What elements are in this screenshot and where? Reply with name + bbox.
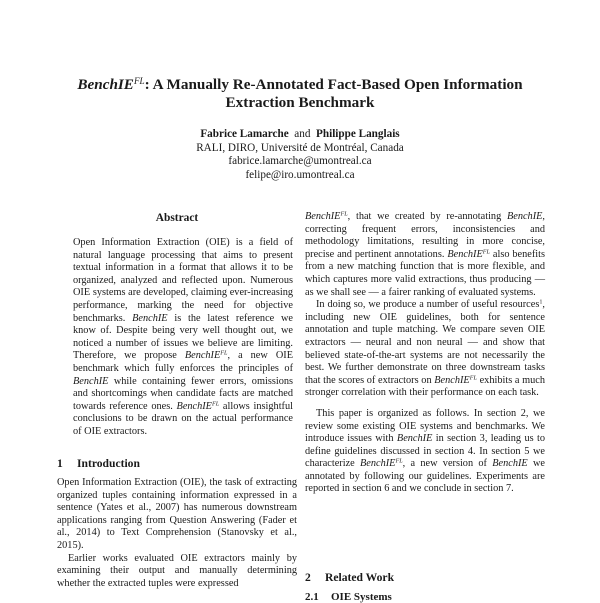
superscript: FL: [469, 374, 477, 382]
body-text: also benefits from a new matching function that is more flexible, and which captures more valid extractions, thus producing — as we shall see — a fairer ranking of evaluated systems.: [305, 248, 545, 298]
abstract-text: , a new OIE benchmark which fully enforces the principles of: [73, 350, 293, 374]
author-1: Fabrice Lamarche: [200, 128, 289, 140]
right-paragraph-2: [305, 299, 545, 400]
benchie-fl-ref: BenchIE: [176, 400, 212, 412]
title-superscript: FL: [133, 75, 145, 86]
benchie-fl-ref: BenchIE: [305, 211, 341, 222]
email-1: fabrice.lamarche@umontreal.ca: [228, 155, 372, 167]
paper-title: [60, 76, 540, 112]
abstract-text: while containing fewer errors, omissions and shortcomings when candidate facts are matched towards reference ones.: [73, 375, 293, 412]
author-2: Philippe Langlais: [316, 128, 400, 140]
author-block: [60, 128, 540, 182]
right-paragraph-1: [305, 211, 545, 299]
abstract-heading: Abstract: [155, 212, 199, 224]
benchie-ref: BenchIE: [73, 375, 109, 387]
body-text: we annotated by following our guidelines. Experiments are reported in section 6 and we conclude in section 7.: [305, 458, 545, 495]
right-paragraph-3: [305, 408, 545, 496]
superscript: FL: [395, 457, 403, 465]
subsection-2-1-heading: [305, 591, 392, 603]
section-title: Introduction: [77, 457, 140, 470]
author-names: [60, 128, 540, 142]
superscript: FL: [220, 349, 228, 357]
section-1-body: [57, 477, 297, 590]
benchie-fl-ref: BenchIE: [447, 248, 483, 260]
benchie-ref: BenchIE: [396, 433, 433, 445]
superscript: FL: [482, 248, 490, 256]
section-number: 2: [305, 571, 311, 584]
benchie-ref: BenchIE: [506, 211, 543, 222]
subsection-title: OIE Systems: [331, 591, 392, 603]
body-text: in section 3, leading us to define guidelines discussed in section 4. In section 5 we characterize: [305, 433, 545, 470]
author-conjunction: and: [294, 128, 311, 140]
abstract-text: Open Information Extraction (OIE) is a field of natural language processing that aims to present textual information in a format that allows it to be organized, analyzed and reflected upon. Numerous OIE systems are developed, claiming ever-increasing performance, marking the need for objective benchmarks.: [73, 237, 293, 324]
right-column-body: [305, 211, 545, 496]
section-2-heading: [305, 571, 394, 584]
title-line-2: Extraction Benchmark: [225, 94, 375, 111]
affiliation: RALI, DIRO, Université de Montréal, Canada: [196, 141, 404, 154]
superscript: FL: [211, 400, 220, 408]
body-text: , a new version of: [402, 458, 493, 470]
body-text: , that we created by re-annotating: [347, 211, 507, 222]
benchie-fl-ref: BenchIE: [184, 350, 221, 362]
email-2: felipe@iro.umontreal.ca: [245, 168, 355, 181]
subsection-number: 2.1: [305, 591, 319, 603]
title-rest: : A Manually Re-Annotated Fact-Based Open Information: [144, 76, 523, 93]
benchie-fl-ref: BenchIE: [360, 458, 396, 470]
abstract-text: allows insightful conclusions to be drawn on the actual performance of OIE extractors.: [73, 400, 293, 437]
abstract-body: [73, 237, 293, 439]
body-text: This paper is organized as follows. In section 2, we review some existing OIE systems and benchmarks. We introduce issues with: [305, 407, 545, 445]
section-number: 1: [57, 457, 63, 470]
body-text: exhibits a much stronger correlation with their performance on each task.: [305, 374, 545, 399]
title-benchie: BenchIE: [77, 76, 134, 93]
superscript: FL: [340, 210, 348, 218]
intro-paragraph-2: Earlier works evaluated OIE extractors mainly by examining their output and manually determining whether the extracted tuples were expressed: [57, 552, 297, 589]
body-text: , correcting frequent errors, inconsistencies and methodology limitations, resulting in more concise, precise and pertinent annotations.: [305, 211, 545, 260]
abstract-paragraph: [73, 237, 293, 439]
body-text: , including new OIE guidelines, both for sentence annotation and tuple matching. We compare seven OIE extractors — neural and non neural — and show that believed state-of-the-art systems are not necessarily the best. We further demonstrate on three downstream tasks that the scores of extractors on: [305, 299, 545, 386]
benchie-ref: BenchIE: [492, 458, 528, 470]
abstract-text: is the latest reference we know of. Despite being very well thought out, we noticed a number of issues we believe are limiting. Therefore, we propose: [73, 312, 294, 362]
footnote-mark[interactable]: 1: [539, 298, 543, 306]
section-title: Related Work: [325, 571, 395, 584]
section-1-heading: [57, 457, 140, 470]
benchie-ref: BenchIE: [132, 312, 168, 324]
intro-paragraph-1: Open Information Extraction (OIE), the task of extracting organized tuples containing information expressed in a sentence (Yates et al., 2007) has numerous downstream applications ranging from Question Answering (Fader et al., 2014) to Text Comprehension (Stanovsky et al., 2015).: [57, 477, 297, 551]
body-text: In doing so, we produce a number of useful resources: [316, 299, 540, 311]
benchie-fl-ref: BenchIE: [434, 374, 470, 386]
title-line-1: [60, 76, 540, 94]
